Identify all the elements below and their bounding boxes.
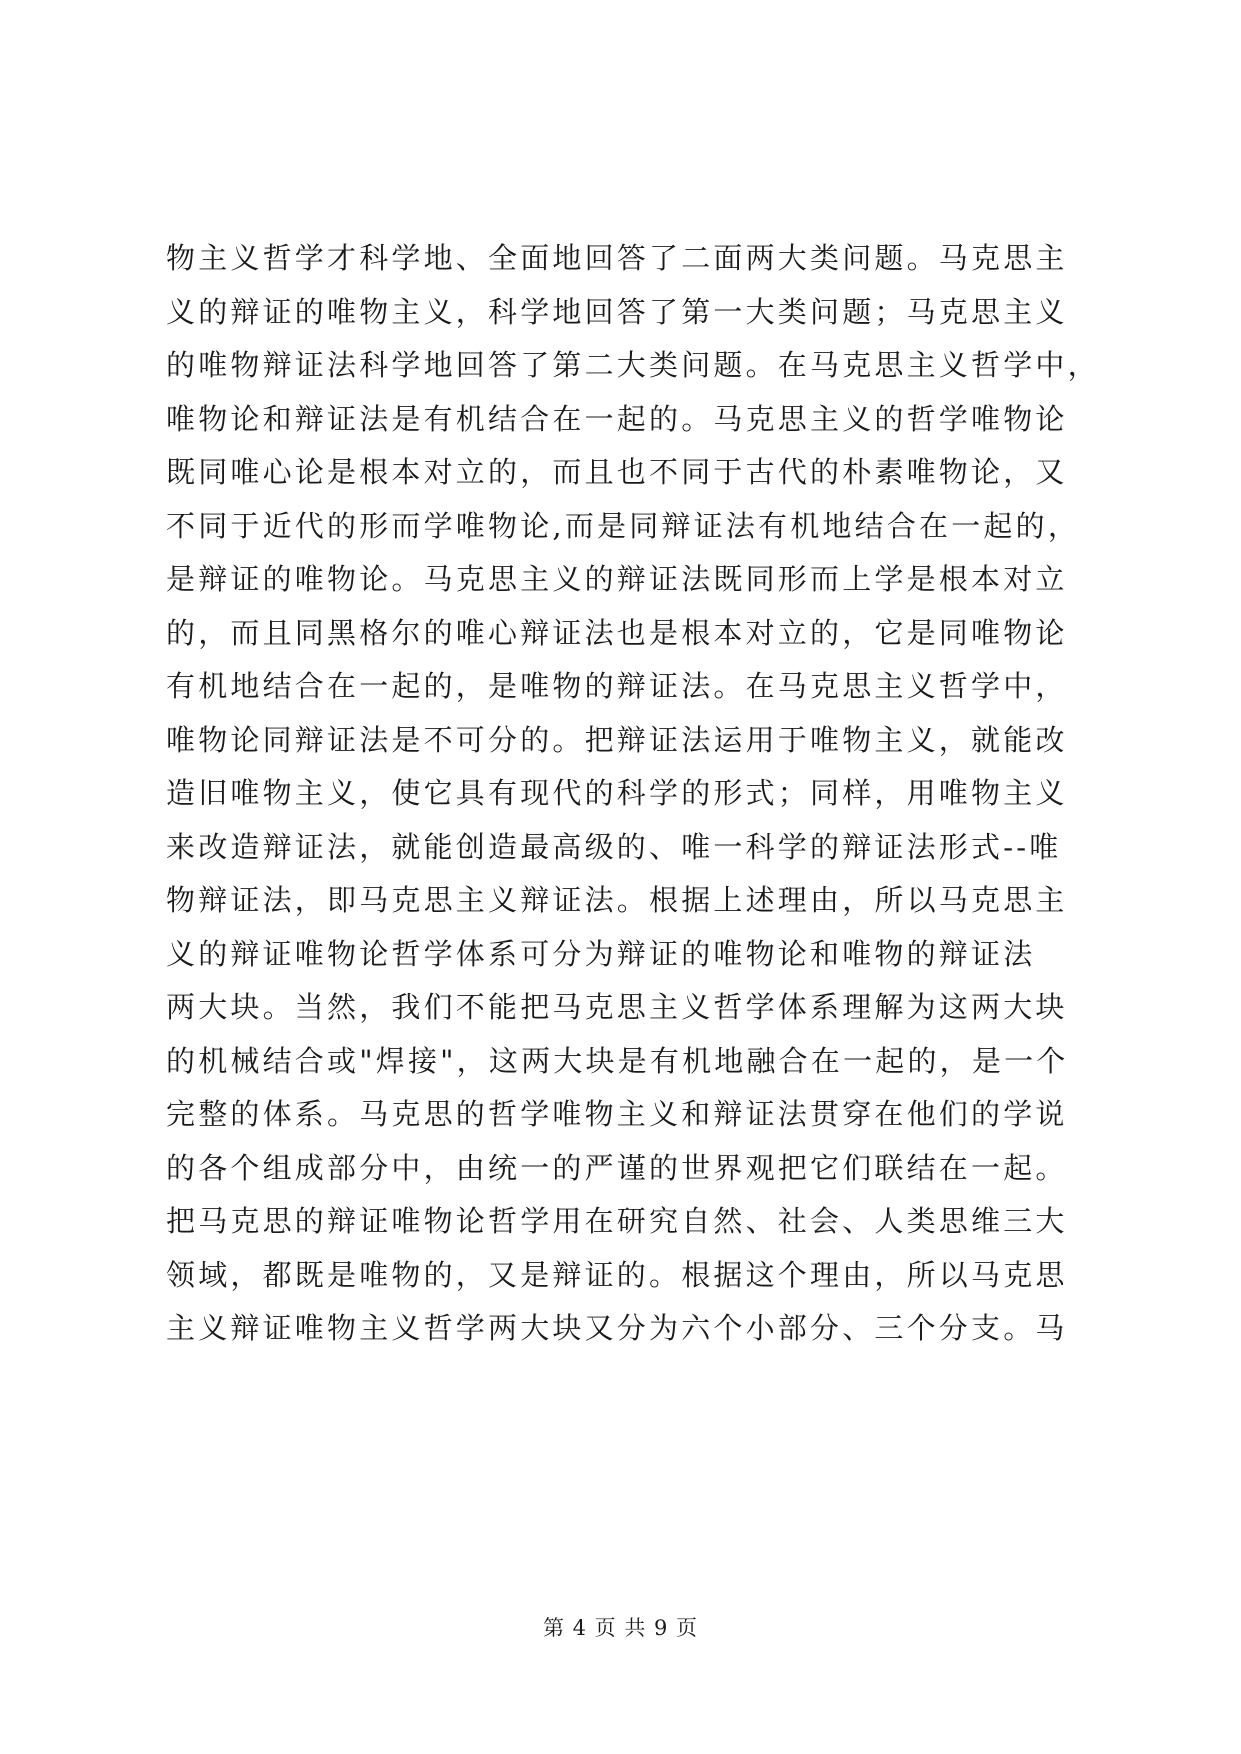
text-line: 不同于近代的形而学唯物论,而是同辩证法有机地结合在一起的， <box>166 508 1081 543</box>
text-line: 唯物论同辩证法是不可分的。把辩证法运用于唯物主义，就能改 <box>166 722 1068 757</box>
page-indicator: 第 4 页 共 9 页 <box>542 1616 699 1640</box>
text-line: 两大块。当然，我们不能把马克思主义哲学体系理解为这两大块 <box>166 990 1068 1024</box>
text-line: 的唯物辩证法科学地回答了第二大类问题。在马克思主义哲学中， <box>166 348 1100 382</box>
body-text <box>166 232 1106 1356</box>
text-line: 义的辩证唯物论哲学体系可分为辩证的唯物论和唯物的辩证法 <box>166 936 1036 971</box>
text-line: 的机械结合或"焊接"，这两大块是有机地融合在一起的，是一个 <box>166 1043 1069 1078</box>
page-footer <box>0 1612 1241 1642</box>
text-line: 有机地结合在一起的，是唯物的辩证法。在马克思主义哲学中， <box>166 669 1068 703</box>
text-line: 领域，都既是唯物的，又是辩证的。根据这个理由，所以马克思 <box>166 1257 1068 1292</box>
text-line: 造旧唯物主义，使它具有现代的科学的形式；同样，用唯物主义 <box>166 776 1068 810</box>
text-line: 的，而且同黑格尔的唯心辩证法也是根本对立的，它是同唯物论 <box>166 615 1068 650</box>
text-line: 完整的体系。马克思的哲学唯物主义和辩证法贯穿在他们的学说 <box>166 1097 1068 1131</box>
text-line: 来改造辩证法，就能创造最高级的、唯一科学的辩证法形式--唯 <box>166 829 1062 864</box>
text-line: 的各个组成部分中，由统一的严谨的世界观把它们联结在一起。 <box>166 1150 1068 1185</box>
text-line: 把马克思的辩证唯物论哲学用在研究自然、社会、人类思维三大 <box>166 1204 1068 1238</box>
text-line: 既同唯心论是根本对立的，而且也不同于古代的朴素唯物论，又 <box>166 455 1068 489</box>
text-line: 物主义哲学才科学地、全面地回答了二面两大类问题。马克思主 <box>166 241 1068 275</box>
text-line: 义的辩证的唯物主义，科学地回答了第一大类问题；马克思主义 <box>166 294 1068 329</box>
text-line: 是辩证的唯物论。马克思主义的辩证法既同形而上学是根本对立 <box>166 562 1068 596</box>
text-line: 主义辩证唯物主义哲学两大块又分为六个小部分、三个分支。马 <box>166 1311 1068 1345</box>
text-line: 唯物论和辩证法是有机结合在一起的。马克思主义的哲学唯物论 <box>166 401 1068 436</box>
text-line: 物辩证法，即马克思主义辩证法。根据上述理由，所以马克思主 <box>166 883 1068 917</box>
